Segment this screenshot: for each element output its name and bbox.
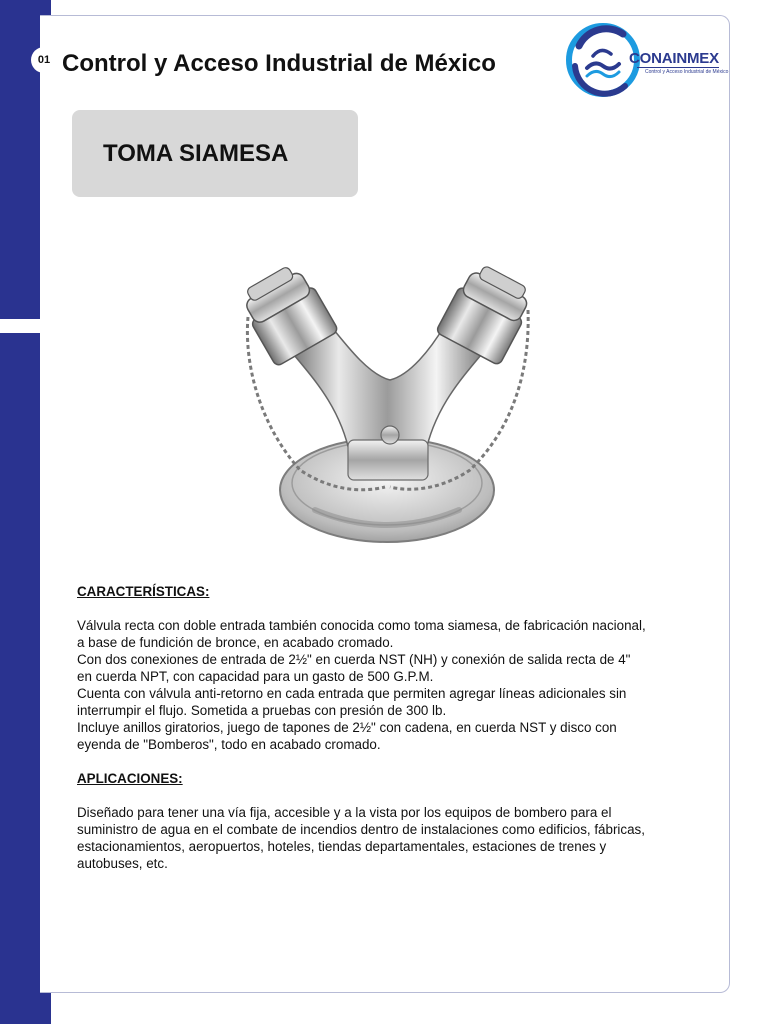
product-photo: [230, 255, 540, 550]
product-title-box: [72, 110, 358, 197]
characteristics-line: a base de fundición de bronce, en acabado cromado.: [77, 635, 394, 650]
logo-tagline: Control y Acceso Industrial de México: [645, 69, 729, 75]
characteristics-line: Incluye anillos giratorios, juego de tapones de 2½" con cadena, en cuerda NST y disco con: [77, 720, 617, 735]
characteristics-line: interrumpir el flujo. Sometida a pruebas con presión de 300 lb.: [77, 703, 447, 718]
characteristics-line: eyenda de "Bomberos", todo en acabado cromado.: [77, 737, 381, 752]
applications-line: suministro de agua en el combate de incendios dentro de instalaciones como edificios, fábricas,: [77, 822, 645, 837]
siamese-valve-image: [230, 255, 540, 550]
characteristics-line: en cuerda NPT, con capacidad para un gasto de 500 G.P.M.: [77, 669, 434, 684]
logo-divider: [637, 67, 719, 68]
applications-heading: APLICACIONES:: [77, 771, 183, 786]
applications-line: autobuses, etc.: [77, 856, 168, 871]
company-title: Control y Acceso Industrial de México: [62, 50, 496, 77]
characteristics-heading: CARACTERÍSTICAS:: [77, 584, 210, 599]
product-description: [77, 583, 697, 872]
company-logo: [565, 22, 729, 98]
product-title: TOMA SIAMESA: [103, 140, 289, 167]
characteristics-line: Válvula recta con doble entrada también conocida como toma siamesa, de fabricación nacional,: [77, 618, 646, 633]
characteristics-line: Cuenta con válvula anti-retorno en cada entrada que permiten agregar líneas adicionales sin: [77, 686, 627, 701]
characteristics-line: Con dos conexiones de entrada de 2½" en cuerda NST (NH) y conexión de salida recta de 4": [77, 652, 631, 667]
applications-line: estacionamientos, aeropuertos, hoteles, tiendas departamentales, estaciones de trenes y: [77, 839, 607, 854]
logo-wordmark: CONAINMEX: [629, 50, 719, 67]
page-number-badge: 01: [31, 47, 57, 73]
applications-line: Diseñado para tener una vía fija, accesible y a la vista por los equipos de bombero para el: [77, 805, 612, 820]
